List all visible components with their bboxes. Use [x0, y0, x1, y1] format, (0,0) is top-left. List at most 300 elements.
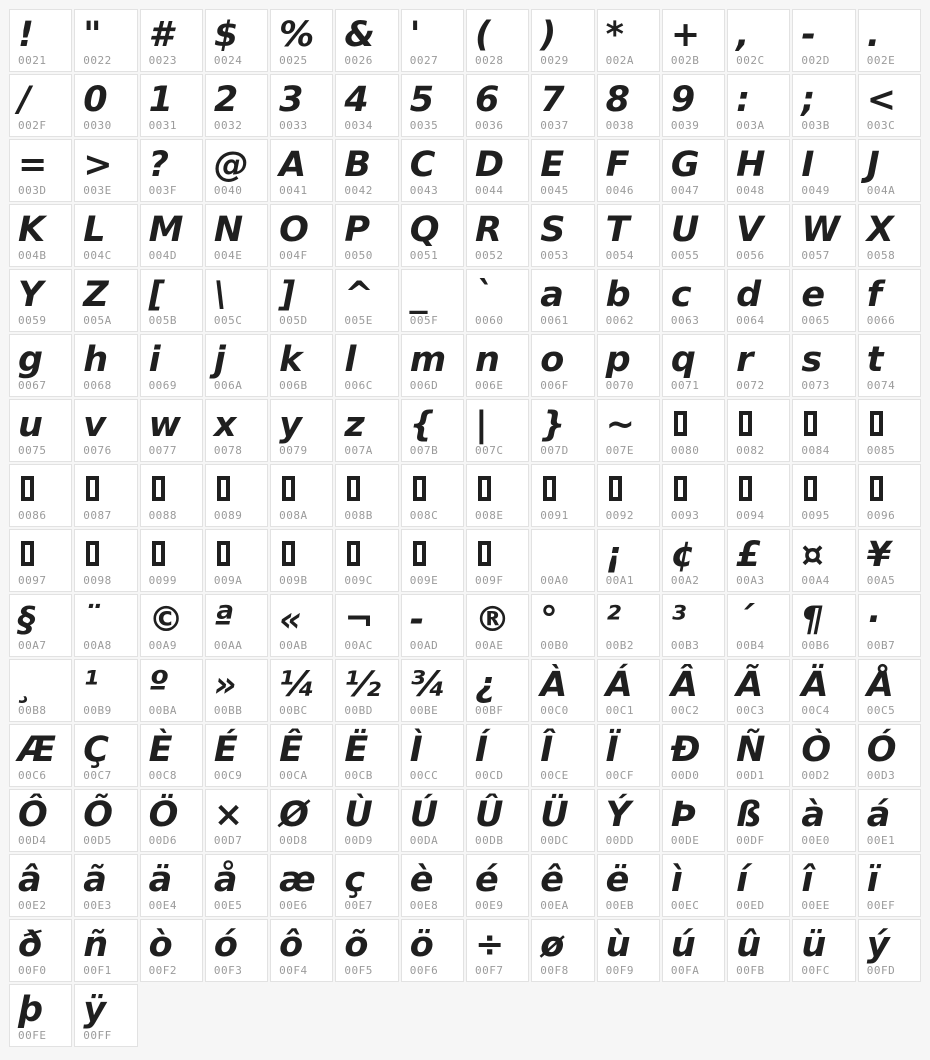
codepoint-label: 0069	[148, 379, 178, 392]
missing-glyph	[75, 465, 136, 513]
glyph-cell	[140, 724, 203, 787]
glyph: º	[148, 665, 169, 705]
missing-glyph-box-icon	[804, 476, 817, 501]
codepoint-label: 0036	[474, 119, 504, 132]
glyph-cell	[858, 854, 921, 917]
glyph: ;	[801, 80, 816, 120]
codepoint-label: 0065	[801, 314, 830, 327]
glyph: >	[83, 145, 113, 185]
glyph-cell	[205, 139, 268, 202]
glyph: J	[866, 145, 880, 185]
glyph: (	[474, 15, 491, 55]
codepoint-label: 0095	[801, 509, 830, 522]
codepoint-label: 00B8	[18, 704, 47, 717]
glyph: Å	[866, 665, 894, 705]
glyph: v	[83, 405, 107, 445]
missing-glyph	[206, 465, 267, 513]
glyph-cell	[597, 269, 660, 332]
glyph-cell	[466, 139, 529, 202]
glyph-cell	[205, 659, 268, 722]
glyph-cell	[792, 854, 855, 917]
glyph-cell	[466, 74, 529, 137]
glyph-cell	[205, 919, 268, 982]
glyph: ð	[18, 925, 43, 965]
codepoint-label: 00DA	[409, 834, 439, 847]
glyph: ,	[736, 15, 750, 55]
codepoint-label: 00FA	[670, 964, 700, 977]
codepoint-label: 004E	[213, 249, 243, 262]
glyph-cell	[531, 724, 594, 787]
missing-glyph-box-icon	[86, 476, 99, 501]
codepoint-label: 0061	[540, 314, 569, 327]
codepoint-label: 00E1	[866, 834, 896, 847]
codepoint-label: 00BC	[279, 704, 308, 717]
codepoint-label: 002C	[736, 54, 765, 67]
glyph: Ã	[736, 665, 764, 705]
glyph-cell	[335, 464, 398, 527]
glyph: j	[213, 340, 226, 380]
codepoint-label: 0049	[801, 184, 830, 197]
codepoint-label: 006D	[409, 379, 439, 392]
glyph-cell	[597, 74, 660, 137]
codepoint-label: 00D7	[213, 834, 243, 847]
glyph-cell	[9, 984, 72, 1047]
codepoint-label: 00BF	[474, 704, 504, 717]
glyph: W	[801, 210, 841, 250]
codepoint-label: 00AC	[344, 639, 373, 652]
glyph-cell	[9, 789, 72, 852]
codepoint-label: 00C6	[18, 769, 47, 782]
codepoint-label: 00E7	[344, 899, 373, 912]
glyph: ï	[866, 860, 879, 900]
glyph-cell	[531, 854, 594, 917]
glyph-cell	[727, 464, 790, 527]
glyph-cell	[9, 334, 72, 397]
missing-glyph	[271, 530, 332, 578]
codepoint-label: 003D	[18, 184, 47, 197]
glyph: \	[213, 275, 227, 315]
glyph-cell	[74, 984, 137, 1047]
codepoint-label: 00CA	[279, 769, 308, 782]
glyph: N	[213, 210, 244, 250]
glyph: p	[605, 340, 631, 380]
glyph-cell	[205, 399, 268, 462]
glyph-cell	[662, 269, 725, 332]
glyph: ó	[213, 925, 238, 965]
codepoint-label: 0026	[344, 54, 373, 67]
codepoint-label: 0057	[801, 249, 830, 262]
codepoint-label: 0062	[605, 314, 635, 327]
codepoint-label: 0098	[83, 574, 112, 587]
glyph-cell	[140, 139, 203, 202]
glyph: ì	[670, 860, 683, 900]
codepoint-label: 0024	[213, 54, 243, 67]
codepoint-label: 004D	[148, 249, 178, 262]
codepoint-label: 00DF	[736, 834, 765, 847]
glyph-cell	[9, 919, 72, 982]
glyph-cell	[597, 464, 660, 527]
glyph-cell	[270, 399, 333, 462]
glyph: ¡	[605, 535, 622, 575]
codepoint-label: 0096	[866, 509, 896, 522]
glyph-cell	[792, 594, 855, 657]
codepoint-label: 0021	[18, 54, 47, 67]
codepoint-label: 007E	[605, 444, 635, 457]
glyph: õ	[344, 925, 369, 965]
codepoint-label: 00FD	[866, 964, 896, 977]
glyph: Á	[605, 665, 633, 705]
glyph: Ë	[344, 730, 369, 770]
codepoint-label: 0089	[213, 509, 243, 522]
glyph: o	[540, 340, 565, 380]
glyph-cell	[401, 919, 464, 982]
glyph-cell	[662, 854, 725, 917]
glyph-cell	[335, 74, 398, 137]
codepoint-label: 0032	[213, 119, 243, 132]
glyph-cell	[140, 789, 203, 852]
glyph: K	[18, 210, 46, 250]
glyph-cell	[9, 529, 72, 592]
missing-glyph-box-icon	[674, 411, 687, 436]
glyph: ^	[344, 275, 374, 315]
codepoint-label: 002F	[18, 119, 47, 132]
codepoint-label: 00D2	[801, 769, 830, 782]
missing-glyph-box-icon	[282, 476, 295, 501]
codepoint-label: 006C	[344, 379, 373, 392]
codepoint-label: 007A	[344, 444, 373, 457]
missing-glyph	[206, 530, 267, 578]
glyph: S	[540, 210, 566, 250]
codepoint-label: 0085	[866, 444, 896, 457]
glyph-cell	[531, 139, 594, 202]
glyph: Y	[18, 275, 44, 315]
glyph: Ñ	[736, 730, 766, 770]
missing-glyph-box-icon	[870, 411, 883, 436]
glyph: X	[866, 210, 894, 250]
glyph-cell	[792, 464, 855, 527]
glyph: ²	[605, 600, 621, 640]
codepoint-label: 006A	[213, 379, 243, 392]
glyph-cell	[466, 659, 529, 722]
glyph-cell	[466, 269, 529, 332]
codepoint-label: 0076	[83, 444, 112, 457]
glyph: -	[801, 15, 816, 55]
codepoint-label: 0022	[83, 54, 112, 67]
glyph-cell	[597, 919, 660, 982]
codepoint-label: 00E5	[213, 899, 243, 912]
glyph: U	[670, 210, 700, 250]
missing-glyph-box-icon	[870, 476, 883, 501]
codepoint-label: 00A5	[866, 574, 896, 587]
glyph-cell	[858, 334, 921, 397]
glyph-cell	[140, 594, 203, 657]
codepoint-label: 00E9	[474, 899, 504, 912]
codepoint-label: 0035	[409, 119, 439, 132]
glyph: ¨	[83, 600, 101, 640]
codepoint-label: 0072	[736, 379, 765, 392]
glyph: ã	[83, 860, 107, 900]
glyph: ¹	[83, 665, 99, 705]
glyph-cell	[466, 919, 529, 982]
codepoint-label: 0023	[148, 54, 178, 67]
glyph: ý	[866, 925, 890, 965]
glyph-cell	[792, 139, 855, 202]
glyph: ß	[736, 795, 762, 835]
glyph: ë	[605, 860, 630, 900]
glyph: Ç	[83, 730, 109, 770]
glyph: <	[866, 80, 897, 120]
glyph-cell	[140, 74, 203, 137]
glyph-cell	[140, 854, 203, 917]
codepoint-label: 0029	[540, 54, 569, 67]
codepoint-label: 00E3	[83, 899, 112, 912]
glyph: ÿ	[83, 990, 107, 1030]
glyph: .	[866, 15, 880, 55]
glyph: 1	[148, 80, 173, 120]
codepoint-label: 00E6	[279, 899, 308, 912]
glyph: l	[344, 340, 357, 380]
glyph-cell	[531, 334, 594, 397]
codepoint-label: 004B	[18, 249, 47, 262]
glyph: §	[18, 600, 36, 640]
glyph-cell	[205, 724, 268, 787]
glyph: Z	[83, 275, 109, 315]
glyph: z	[344, 405, 365, 445]
glyph: Ê	[279, 730, 304, 770]
glyph: s	[801, 340, 823, 380]
codepoint-label: 0079	[279, 444, 308, 457]
glyph-cell	[858, 204, 921, 267]
glyph-cell	[597, 399, 660, 462]
glyph: þ	[18, 990, 44, 1030]
codepoint-label: 00FB	[736, 964, 765, 977]
glyph: 4	[344, 80, 369, 120]
codepoint-label: 0028	[474, 54, 504, 67]
glyph: Q	[409, 210, 440, 250]
codepoint-label: 0060	[474, 314, 504, 327]
codepoint-label: 00AA	[213, 639, 243, 652]
glyph: u	[18, 405, 43, 445]
glyph-cell	[792, 334, 855, 397]
glyph-cell	[9, 854, 72, 917]
codepoint-label: 00F7	[474, 964, 504, 977]
codepoint-label: 003E	[83, 184, 112, 197]
glyph-cell	[792, 529, 855, 592]
glyph: °	[540, 600, 558, 640]
missing-glyph-box-icon	[152, 476, 165, 501]
glyph: ]	[279, 275, 296, 315]
codepoint-label: 009C	[344, 574, 373, 587]
glyph-cell	[727, 659, 790, 722]
codepoint-label: 00F3	[213, 964, 243, 977]
codepoint-label: 0073	[801, 379, 830, 392]
codepoint-label: 0054	[605, 249, 635, 262]
glyph: F	[605, 145, 630, 185]
codepoint-label: 0087	[83, 509, 112, 522]
glyph-cell	[205, 9, 268, 72]
glyph-cell	[858, 529, 921, 592]
codepoint-label: 00A2	[670, 574, 700, 587]
missing-glyph-box-icon	[282, 541, 295, 566]
glyph: i	[148, 340, 161, 380]
codepoint-label: 0027	[409, 54, 439, 67]
codepoint-label: 0058	[866, 249, 896, 262]
glyph-cell	[662, 74, 725, 137]
glyph-cell	[792, 9, 855, 72]
glyph-cell	[597, 9, 660, 72]
codepoint-label: 00A9	[148, 639, 178, 652]
missing-glyph	[336, 530, 397, 578]
glyph: ·	[866, 600, 880, 640]
glyph: ?	[148, 145, 169, 185]
codepoint-label: 008C	[409, 509, 439, 522]
codepoint-label: 00D1	[736, 769, 765, 782]
glyph: È	[148, 730, 173, 770]
codepoint-label: 00BA	[148, 704, 178, 717]
glyph: Í	[474, 730, 489, 770]
glyph-cell	[531, 529, 594, 592]
glyph-cell	[74, 9, 137, 72]
missing-glyph-box-icon	[739, 476, 752, 501]
glyph-cell	[662, 139, 725, 202]
glyph-cell	[140, 919, 203, 982]
glyph: m	[409, 340, 447, 380]
glyph: 3	[279, 80, 304, 120]
glyph-cell	[727, 724, 790, 787]
missing-glyph-box-icon	[413, 476, 426, 501]
glyph-cell	[727, 919, 790, 982]
codepoint-label: 002A	[605, 54, 635, 67]
glyph: ~	[605, 405, 635, 445]
glyph-cell	[401, 464, 464, 527]
missing-glyph	[728, 400, 789, 448]
glyph-cell	[466, 9, 529, 72]
glyph: x	[213, 405, 237, 445]
glyph: ú	[670, 925, 696, 965]
glyph-cell	[270, 334, 333, 397]
glyph: :	[736, 80, 751, 120]
glyph-cell	[401, 204, 464, 267]
glyph: ª	[213, 600, 234, 640]
glyph-cell	[9, 724, 72, 787]
glyph: ä	[148, 860, 173, 900]
codepoint-label: 00B7	[866, 639, 896, 652]
missing-glyph	[402, 530, 463, 578]
glyph-cell	[205, 204, 268, 267]
glyph-cell	[335, 919, 398, 982]
glyph-cell	[727, 594, 790, 657]
codepoint-label: 005A	[83, 314, 112, 327]
glyph-cell	[727, 789, 790, 852]
glyph-cell	[401, 529, 464, 592]
glyph-cell	[270, 854, 333, 917]
glyph: +	[670, 15, 701, 55]
glyph-cell	[466, 204, 529, 267]
glyph-cell	[858, 74, 921, 137]
glyph: Ó	[866, 730, 897, 770]
glyph-cell	[335, 9, 398, 72]
codepoint-label: 0031	[148, 119, 178, 132]
glyph-cell	[858, 594, 921, 657]
glyph-cell	[727, 269, 790, 332]
glyph-cell	[401, 789, 464, 852]
glyph-cell	[270, 529, 333, 592]
glyph: ½	[344, 665, 381, 705]
glyph: Æ	[18, 730, 56, 770]
glyph: f	[866, 275, 882, 315]
codepoint-label: 007B	[409, 444, 439, 457]
glyph-cell	[531, 9, 594, 72]
glyph: n	[474, 340, 500, 380]
codepoint-label: 00C1	[605, 704, 635, 717]
glyph-cell	[401, 334, 464, 397]
glyph: ¤	[801, 535, 824, 575]
glyph: A	[279, 145, 307, 185]
glyph-cell	[335, 399, 398, 462]
codepoint-label: 002D	[801, 54, 830, 67]
codepoint-label: 00F2	[148, 964, 178, 977]
missing-glyph-box-icon	[478, 476, 491, 501]
codepoint-label: 00AD	[409, 639, 439, 652]
codepoint-label: 0084	[801, 444, 830, 457]
glyph: É	[213, 730, 238, 770]
glyph-cell	[531, 464, 594, 527]
glyph: â	[18, 860, 42, 900]
glyph-cell	[858, 269, 921, 332]
codepoint-label: 009E	[409, 574, 439, 587]
codepoint-label: 00F6	[409, 964, 439, 977]
glyph-cell	[597, 529, 660, 592]
missing-glyph-box-icon	[347, 541, 360, 566]
missing-glyph	[402, 465, 463, 513]
glyph: g	[18, 340, 44, 380]
glyph: V	[736, 210, 764, 250]
codepoint-label: 00BB	[213, 704, 243, 717]
glyph: !	[18, 15, 34, 55]
codepoint-label: 00F0	[18, 964, 47, 977]
codepoint-label: 0082	[736, 444, 765, 457]
glyph-cell	[140, 204, 203, 267]
codepoint-label: 00F4	[279, 964, 308, 977]
glyph: Þ	[670, 795, 697, 835]
glyph: ê	[540, 860, 565, 900]
glyph-cell	[205, 854, 268, 917]
glyph: %	[279, 15, 315, 55]
codepoint-label: 00CB	[344, 769, 373, 782]
glyph: û	[736, 925, 762, 965]
codepoint-label: 00EE	[801, 899, 830, 912]
glyph-cell	[74, 204, 137, 267]
glyph-cell	[662, 724, 725, 787]
glyph: =	[18, 145, 48, 185]
codepoint-label: 00C9	[213, 769, 243, 782]
glyph-cell	[597, 334, 660, 397]
glyph-cell	[74, 139, 137, 202]
missing-glyph	[467, 465, 528, 513]
missing-glyph-box-icon	[804, 411, 817, 436]
codepoint-label: 0037	[540, 119, 569, 132]
glyph-cell	[858, 464, 921, 527]
glyph: _	[409, 275, 428, 315]
glyph-cell	[74, 919, 137, 982]
codepoint-label: 00D6	[148, 834, 178, 847]
missing-glyph-box-icon	[674, 476, 687, 501]
glyph-cell	[792, 74, 855, 137]
codepoint-label: 009F	[474, 574, 504, 587]
glyph-cell	[205, 789, 268, 852]
missing-glyph	[10, 465, 71, 513]
glyph-cell	[74, 529, 137, 592]
